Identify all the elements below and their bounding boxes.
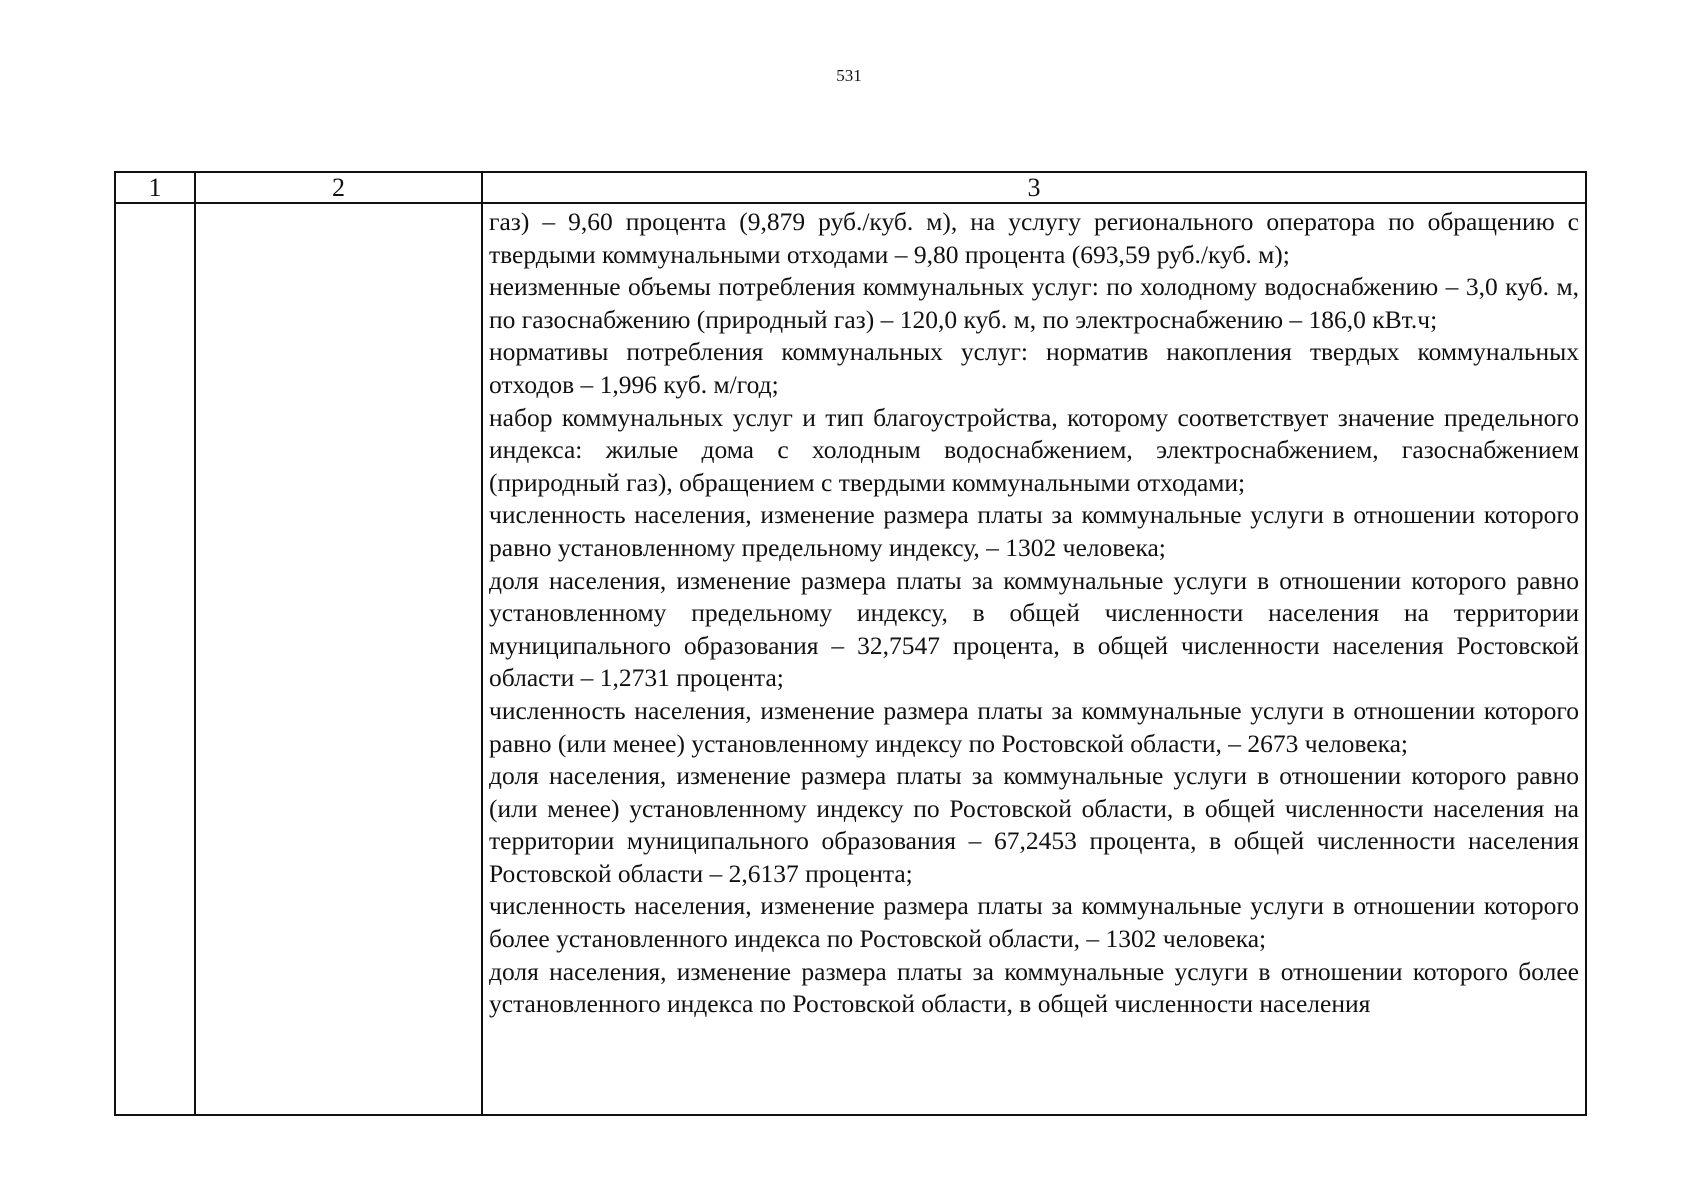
paragraph-population-equal-limit: численность населения, изменение размера платы за коммунальные услуги в отношении которого равно установленному предельному индексу, – 1302 человека; [489,500,1579,562]
paragraph-share-equal-or-less: доля населения, изменение размера платы за коммунальные услуги в отношении которого равно (или менее) установленному индексу по Ростовской области, в общей численности населения на территории муниципального образования – 67,2453 процента, в общей численности населения Ростовской области – 2,6137 процента; [489,761,1579,888]
cell-col-2 [195,203,482,1115]
paragraph-service-set: набор коммунальных услуг и тип благоустройства, которому соответствует значение предельного индекса: жилые дома с холодным водоснабжением, электроснабжением, газоснабжением (природный газ), обращением с твердыми коммунальными отходами; [489,402,1579,497]
paragraph-share-equal-limit: доля населения, изменение размера платы за коммунальные услуги в отношении которого равно установленному предельному индексу, в общей численности населения на территории муниципального образования – 32,7547 процента, в общей численности населения Ростовской области – 1,2731 процента; [489,565,1579,693]
paragraph-share-above: доля населения, изменение размера платы за коммунальные услуги в отношении которого более установленного индекса по Ростовской области, в общей численности населения [489,956,1579,1019]
page-number: 531 [836,66,862,85]
column-header-3: 3 [482,172,1586,203]
column-header-1: 1 [115,172,195,203]
paragraph-population-above: численность населения, изменение размера платы за коммунальные услуги в отношении которого более установленного индекса по Ростовской области, – 1302 человека; [489,891,1579,954]
paragraph-tariff-rates: газ) – 9,60 процента (9,879 руб./куб. м), на услугу регионального оператора по обращению с твердыми коммунальными отходами – 9,80 процента (693,59 руб./куб. м); [489,207,1579,269]
table-header-row [115,172,1586,203]
cell-col-1 [115,203,195,1115]
column-header-2: 2 [195,172,482,203]
table-row [115,203,1586,1115]
paragraph-population-equal-or-less: численность населения, изменение размера платы за коммунальные услуги в отношении которого равно (или менее) установленному индексу по Ростовской области, – 2673 человека; [489,695,1579,758]
document-table [114,171,1587,1116]
paragraph-consumption-volumes: неизменные объемы потребления коммунальных услуг: по холодному водоснабжению – 3,0 куб. м, по газоснабжению (природный газ) – 120,0 куб. м, по электроснабжению – 186,0 кВт.ч; [489,272,1579,334]
cell-col-3 [482,203,1586,1115]
paragraph-consumption-norms: нормативы потребления коммунальных услуг: норматив накопления твердых коммунальных отходов – 1,996 куб. м/год; [489,337,1579,399]
